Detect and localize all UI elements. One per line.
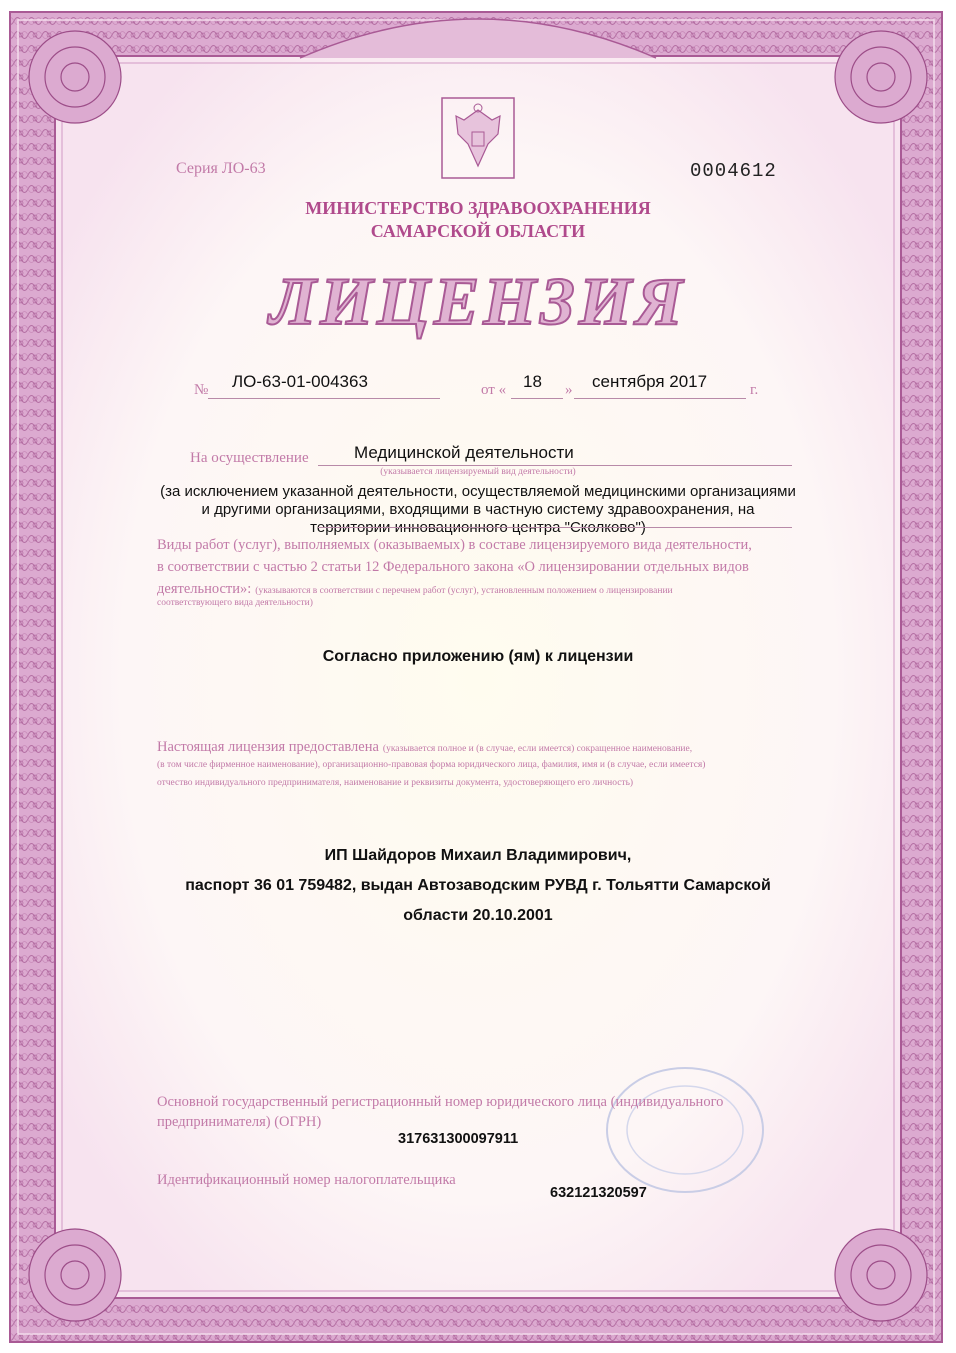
licensee-line1	[157, 738, 692, 756]
ministry-line1: МИНИСТЕРСТВО ЗДРАВООХРАНЕНИЯ	[305, 198, 651, 218]
licensee-hint2: (в том числе фирменное наименование), организационно-правовая форма юридического лица, фамилия, имя и (в случае, если имеется)	[157, 760, 706, 770]
licensee-hint1: (указывается полное и (в случае, если имеется) сокращенное наименование,	[382, 744, 693, 754]
inn-value: 632121320597	[550, 1185, 647, 1201]
stamp-icon	[600, 1060, 770, 1200]
works-value: Согласно приложению (ям) к лицензии	[322, 648, 634, 665]
activity-hint: (указывается лицензируемый вид деятельности)	[380, 467, 576, 477]
ogrn-label2: предпринимателя) (ОГРН)	[157, 1114, 322, 1130]
exception-line1: (за исключением указанной деятельности, осуществляемой медицинскими организациями	[160, 483, 796, 500]
ogrn-value: 317631300097911	[398, 1131, 519, 1147]
works-line4-hint: соответствующего вида деятельности)	[157, 598, 313, 608]
ogrn-label1: Основной государственный регистрационный номер юридического лица (индивидуального	[157, 1094, 724, 1110]
works-line3-hint: (указываются в соответствии с перечнем работ (услуг), установленным положением о лицензировании	[255, 586, 673, 596]
licensee-hint3: отчество индивидуального предпринимателя, наименование и реквизиты документа, удостоверяющего его личность)	[157, 778, 634, 788]
page-title: ЛИЦЕНЗИЯ	[269, 263, 687, 339]
blank-number: 0004612	[690, 160, 777, 182]
activity-label: На осуществление	[190, 450, 309, 466]
license-month-year: сентября 2017	[592, 372, 708, 391]
works-line3-main: деятельности»:	[157, 581, 252, 597]
ministry-line2: САМАРСКОЙ ОБЛАСТИ	[370, 221, 586, 241]
licensee-passport: паспорт 36 01 759482, выдан Автозаводским РУВД г. Тольятти Самарской	[185, 877, 771, 894]
year-suffix: г.	[750, 382, 759, 398]
works-line1: Виды работ (услуг), выполняемых (оказываемых) в составе лицензируемого вида деятельности,	[157, 537, 752, 553]
number-sign: №	[194, 382, 209, 398]
date-from-label: от «	[481, 382, 507, 398]
licensee-passport-end: области 20.10.2001	[403, 907, 553, 924]
licensee-name: ИП Шайдоров Михаил Владимирович,	[324, 847, 632, 864]
license-number: ЛО-63-01-004363	[232, 372, 368, 391]
series-label: Серия ЛО-63	[176, 160, 266, 177]
works-line3	[157, 580, 673, 598]
license-day: 18	[523, 372, 542, 391]
works-line2: в соответствии с частью 2 статьи 12 Федерального закона «О лицензировании отдельных видов	[157, 559, 749, 575]
exception-line3: территории инновационного центра "Сколково")	[310, 519, 646, 536]
inn-label: Идентификационный номер налогоплательщика	[157, 1172, 456, 1188]
activity-value: Медицинской деятельности	[354, 443, 574, 462]
date-close-quote: »	[565, 382, 573, 398]
licensee-label: Настоящая лицензия предоставлена	[157, 739, 379, 755]
exception-line2: и другими организациями, входящими в частную систему здравоохранения, на	[201, 501, 755, 518]
